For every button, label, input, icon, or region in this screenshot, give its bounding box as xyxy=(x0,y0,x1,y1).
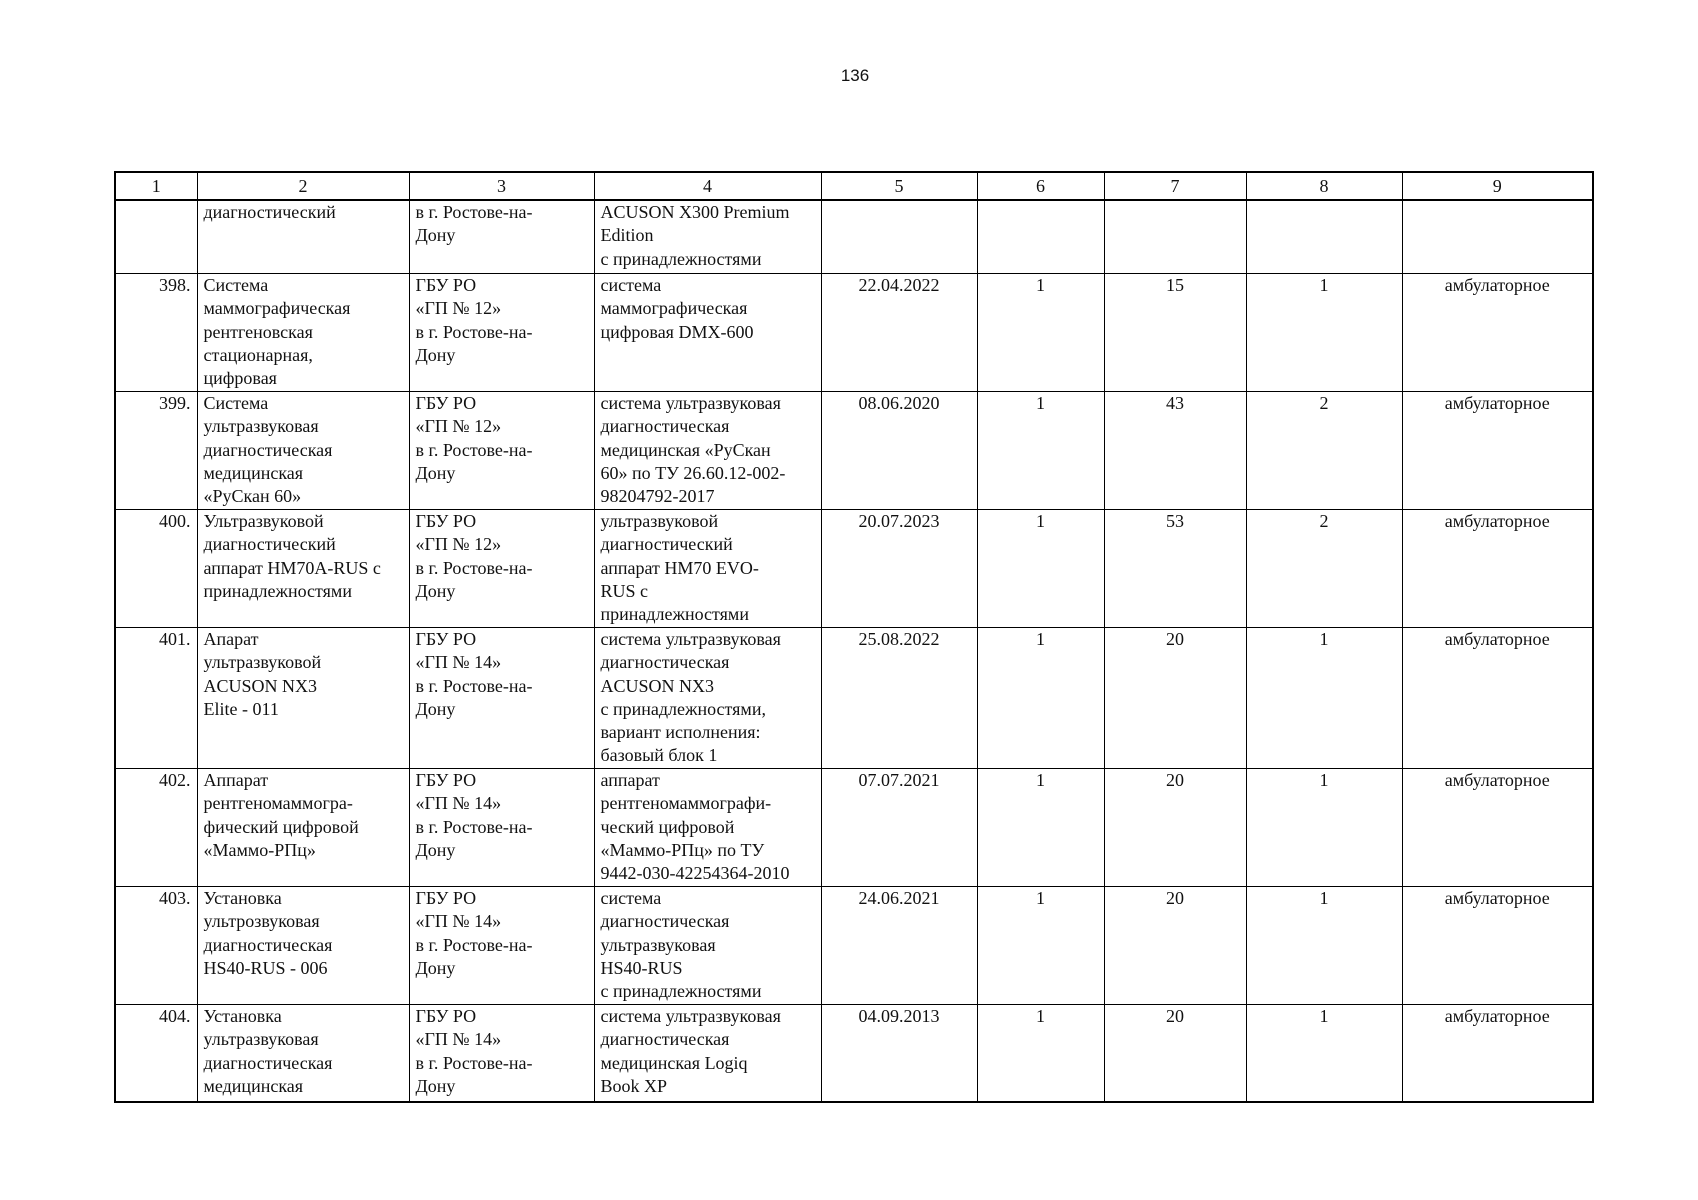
cell-line: диагностическая xyxy=(600,652,730,673)
quantity-cell: 1 xyxy=(977,392,1104,510)
table-row xyxy=(115,510,1593,628)
cell-line: Дону xyxy=(415,839,456,860)
equipment-name-cell xyxy=(197,200,409,274)
quantity-cell: 1 xyxy=(977,628,1104,769)
cell-line: диагностический xyxy=(600,534,733,555)
cell-line: ГБУ РО xyxy=(415,629,477,649)
row-number-cell: 398. xyxy=(115,274,197,392)
organization-cell xyxy=(409,887,594,1005)
table-row xyxy=(115,274,1593,392)
cell-line: вариант исполнения: xyxy=(600,722,761,743)
cell-line: в г. Ростове-на- xyxy=(415,816,533,837)
row-number-cell: 401. xyxy=(115,628,197,769)
cell-line: Дону xyxy=(415,225,456,246)
date-cell: 04.09.2013 xyxy=(821,1005,977,1103)
cell-line: ГБУ РО xyxy=(415,393,477,413)
column-header: 1 xyxy=(115,172,197,200)
cell-line: ультразвуковой xyxy=(203,652,322,673)
model-cell xyxy=(594,1005,821,1103)
equipment-name-cell xyxy=(197,274,409,392)
row-number-cell: 400. xyxy=(115,510,197,628)
cell-line: ультразвуковая xyxy=(203,1029,319,1050)
cell-line: HS40-RUS xyxy=(600,957,683,978)
cell-line: ГБУ РО xyxy=(415,275,477,295)
cell-line: система xyxy=(600,888,662,908)
value-cell: 20 xyxy=(1104,887,1246,1005)
date-cell: 20.07.2023 xyxy=(821,510,977,628)
cell-line: «ГП № 14» xyxy=(415,1029,502,1050)
page-number: 136 xyxy=(840,66,870,85)
cell-line: принадлежностями xyxy=(600,604,749,625)
row-number-cell: 399. xyxy=(115,392,197,510)
date-cell: 08.06.2020 xyxy=(821,392,977,510)
equipment-name-cell xyxy=(197,510,409,628)
column-header: 4 xyxy=(594,172,821,200)
table-row xyxy=(115,200,1593,274)
cell-line: 98204792-2017 xyxy=(600,486,715,507)
cell-line: в г. Ростове-на- xyxy=(415,321,533,342)
cell-line: Дону xyxy=(415,1075,456,1096)
column-header: 6 xyxy=(977,172,1104,200)
cell-line: аппарат xyxy=(600,770,660,790)
cell-line: RUS с xyxy=(600,580,649,601)
cell-line: 9442-030-42254364-2010 xyxy=(600,863,790,884)
model-cell xyxy=(594,769,821,887)
cell-line: с принадлежностями xyxy=(600,981,762,1002)
cell-line: аппарат HM70 EVO- xyxy=(600,557,759,578)
cell-line: ГБУ РО xyxy=(415,888,477,908)
equipment-name-cell xyxy=(197,392,409,510)
cell-line: Дону xyxy=(415,462,456,483)
table-row xyxy=(115,769,1593,887)
row-number-cell: 403. xyxy=(115,887,197,1005)
cell-line: система ультразвуковая xyxy=(600,629,781,649)
value-cell xyxy=(1104,200,1246,274)
value-cell: 20 xyxy=(1104,769,1246,887)
cell-line: Аппарат xyxy=(203,770,269,790)
cell-line: ческий цифровой xyxy=(600,816,735,837)
cell-line: ультразвуковой xyxy=(600,511,719,531)
cell-line: с принадлежностями xyxy=(600,248,762,269)
cell-line: «РуСкан 60» xyxy=(203,486,302,507)
cell-line: «ГП № 14» xyxy=(415,652,502,673)
cell-line: цифровая DMX-600 xyxy=(600,321,754,342)
quantity-cell: 1 xyxy=(977,1005,1104,1103)
cell-line: в г. Ростове-на- xyxy=(415,675,533,696)
cell-line: «Маммо-РПц» xyxy=(203,839,316,860)
equipment-name-cell xyxy=(197,887,409,1005)
date-cell: 25.08.2022 xyxy=(821,628,977,769)
cell-line: медицинская Logiq xyxy=(600,1052,748,1073)
equipment-table xyxy=(114,171,1594,1103)
cell-line: Дону xyxy=(415,698,456,719)
column-header: 2 xyxy=(197,172,409,200)
organization-cell xyxy=(409,392,594,510)
column-header: 9 xyxy=(1402,172,1593,200)
cell-line: базовый блок 1 xyxy=(600,745,718,766)
cell-line: фический цифровой xyxy=(203,816,359,837)
cell-line: маммографическая xyxy=(600,298,748,319)
care-type-cell: амбулаторное xyxy=(1402,1005,1593,1103)
column-header: 8 xyxy=(1246,172,1402,200)
cell-line: ACUSON NX3 xyxy=(203,675,318,696)
count-cell xyxy=(1246,200,1402,274)
date-cell: 07.07.2021 xyxy=(821,769,977,887)
count-cell: 2 xyxy=(1246,392,1402,510)
cell-line: Установка xyxy=(203,888,282,908)
quantity-cell: 1 xyxy=(977,274,1104,392)
cell-line: Установка xyxy=(203,1006,282,1026)
care-type-cell: амбулаторное xyxy=(1402,769,1593,887)
cell-line: диагностическая xyxy=(600,911,730,932)
cell-line: ультрозвуковая xyxy=(203,911,320,932)
cell-line: медицинская xyxy=(203,462,304,483)
quantity-cell: 1 xyxy=(977,887,1104,1005)
cell-line: «ГП № 12» xyxy=(415,298,502,319)
quantity-cell: 1 xyxy=(977,769,1104,887)
cell-line: медицинская xyxy=(203,1075,304,1096)
cell-line: ACUSON X300 Premium xyxy=(600,202,790,222)
date-cell: 24.06.2021 xyxy=(821,887,977,1005)
organization-cell xyxy=(409,200,594,274)
count-cell: 1 xyxy=(1246,628,1402,769)
cell-line: ACUSON NX3 xyxy=(600,675,715,696)
quantity-cell xyxy=(977,200,1104,274)
cell-line: с принадлежностями, xyxy=(600,698,766,719)
count-cell: 1 xyxy=(1246,1005,1402,1103)
count-cell: 2 xyxy=(1246,510,1402,628)
cell-line: Апарат xyxy=(203,629,259,649)
organization-cell xyxy=(409,274,594,392)
care-type-cell: амбулаторное xyxy=(1402,274,1593,392)
table-row xyxy=(115,887,1593,1005)
cell-line: ультразвуковая xyxy=(203,416,319,437)
cell-line: в г. Ростове-на- xyxy=(415,1052,533,1073)
value-cell: 53 xyxy=(1104,510,1246,628)
cell-line: 60» по ТУ 26.60.12-002- xyxy=(600,462,786,483)
column-header: 5 xyxy=(821,172,977,200)
organization-cell xyxy=(409,510,594,628)
table-row xyxy=(115,392,1593,510)
cell-line: в г. Ростове-на- xyxy=(415,202,533,222)
value-cell: 15 xyxy=(1104,274,1246,392)
cell-line: ГБУ РО xyxy=(415,511,477,531)
cell-line: HS40-RUS - 006 xyxy=(203,957,328,978)
date-cell: 22.04.2022 xyxy=(821,274,977,392)
cell-line: диагностическая xyxy=(203,1052,333,1073)
organization-cell xyxy=(409,628,594,769)
cell-line: система ультразвуковая xyxy=(600,1006,781,1026)
care-type-cell xyxy=(1402,200,1593,274)
organization-cell xyxy=(409,769,594,887)
header-row xyxy=(115,172,1593,200)
cell-line: Edition xyxy=(600,225,654,246)
care-type-cell: амбулаторное xyxy=(1402,392,1593,510)
equipment-name-cell xyxy=(197,1005,409,1103)
cell-line: цифровая xyxy=(203,368,277,389)
cell-line: «ГП № 14» xyxy=(415,793,502,814)
cell-line: диагностическая xyxy=(203,934,333,955)
model-cell xyxy=(594,392,821,510)
cell-line: «ГП № 14» xyxy=(415,911,502,932)
care-type-cell: амбулаторное xyxy=(1402,887,1593,1005)
count-cell: 1 xyxy=(1246,274,1402,392)
cell-line: «ГП № 12» xyxy=(415,416,502,437)
cell-line: диагностическая xyxy=(600,1029,730,1050)
cell-line: Дону xyxy=(415,580,456,601)
cell-line: ГБУ РО xyxy=(415,1006,477,1026)
table-body xyxy=(115,200,1593,1102)
cell-line: диагностический xyxy=(203,534,336,555)
cell-line: маммографическая xyxy=(203,298,351,319)
cell-line: система ультразвуковая xyxy=(600,393,781,413)
cell-line: Дону xyxy=(415,344,456,365)
cell-line: «ГП № 12» xyxy=(415,534,502,555)
cell-line: диагностическая xyxy=(600,416,730,437)
cell-line: рентгеновская xyxy=(203,321,313,342)
column-header: 3 xyxy=(409,172,594,200)
care-type-cell: амбулаторное xyxy=(1402,628,1593,769)
equipment-name-cell xyxy=(197,628,409,769)
row-number-cell xyxy=(115,200,197,274)
model-cell xyxy=(594,510,821,628)
cell-line: стационарная, xyxy=(203,344,313,365)
cell-line: Book XP xyxy=(600,1075,668,1096)
column-header: 7 xyxy=(1104,172,1246,200)
cell-line: в г. Ростове-на- xyxy=(415,439,533,460)
cell-line: рентгеномаммографи- xyxy=(600,793,772,814)
cell-line: рентгеномаммогра- xyxy=(203,793,353,814)
count-cell: 1 xyxy=(1246,769,1402,887)
cell-line: в г. Ростове-на- xyxy=(415,557,533,578)
cell-line: Система xyxy=(203,275,269,295)
cell-line: ГБУ РО xyxy=(415,770,477,790)
cell-line: диагностическая xyxy=(203,439,333,460)
cell-line: аппарат HM70A-RUS с xyxy=(203,557,381,578)
cell-line: диагностический xyxy=(203,202,336,222)
care-type-cell: амбулаторное xyxy=(1402,510,1593,628)
table-row xyxy=(115,628,1593,769)
cell-line: Система xyxy=(203,393,269,413)
cell-line: Дону xyxy=(415,957,456,978)
cell-line: Ультразвуковой xyxy=(203,511,324,531)
table-row xyxy=(115,1005,1593,1103)
cell-line: Elite - 011 xyxy=(203,698,279,719)
model-cell xyxy=(594,274,821,392)
quantity-cell: 1 xyxy=(977,510,1104,628)
value-cell: 20 xyxy=(1104,1005,1246,1103)
value-cell: 43 xyxy=(1104,392,1246,510)
cell-line: ультразвуковая xyxy=(600,934,716,955)
row-number-cell: 402. xyxy=(115,769,197,887)
organization-cell xyxy=(409,1005,594,1103)
model-cell xyxy=(594,200,821,274)
row-number-cell: 404. xyxy=(115,1005,197,1103)
cell-line: в г. Ростове-на- xyxy=(415,934,533,955)
cell-line: принадлежностями xyxy=(203,580,352,601)
date-cell xyxy=(821,200,977,274)
cell-line: «Маммо-РПц» по ТУ xyxy=(600,839,765,860)
count-cell: 1 xyxy=(1246,887,1402,1005)
cell-line: медицинская «РуСкан xyxy=(600,439,771,460)
model-cell xyxy=(594,887,821,1005)
model-cell xyxy=(594,628,821,769)
cell-line: система xyxy=(600,275,662,295)
value-cell: 20 xyxy=(1104,628,1246,769)
equipment-name-cell xyxy=(197,769,409,887)
